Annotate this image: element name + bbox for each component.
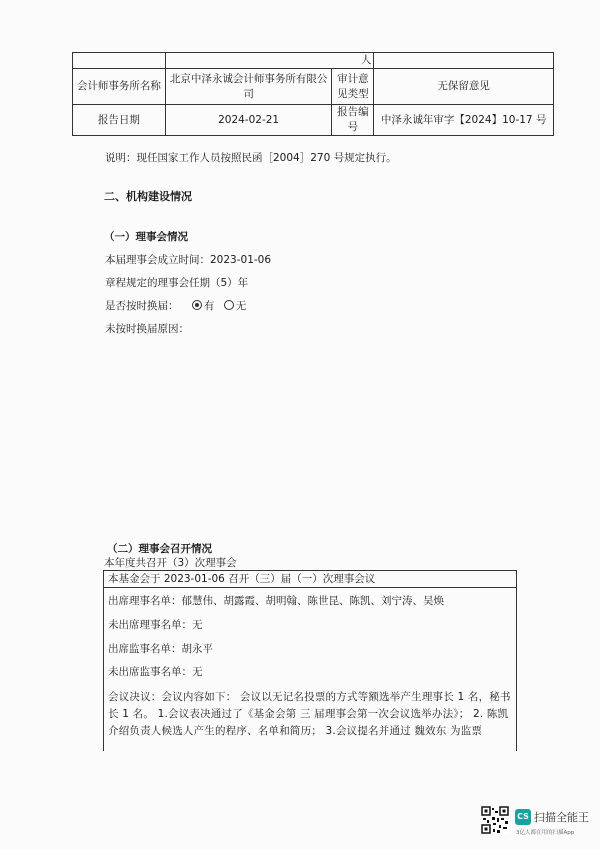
report-no-value: 中泽永诚年审字【2024】10-17 号 [374, 105, 554, 136]
attended-directors: 出席理事名单：郁慧伟、胡露霞、胡明翰、陈世昆、陈凯、刘宁涛、吴焕 [108, 595, 444, 607]
table-row [73, 105, 554, 136]
table-row [73, 69, 554, 105]
firm-label: 会计师事务所名称 [73, 69, 166, 105]
board-section-title: （一）理事会情况 [104, 231, 188, 243]
meeting-record-box [103, 570, 517, 751]
qr-code-icon [481, 806, 509, 834]
not-on-time-reason: 未按时换届原因： [105, 323, 189, 335]
report-no-label: 报告编 号 [332, 105, 374, 136]
radio-unchecked-icon [224, 300, 234, 310]
table-row [73, 53, 554, 69]
audit-info-table [72, 52, 554, 136]
brand-name: 扫描全能王 [534, 811, 589, 824]
firm-value: 北京中泽永诚会计师事务所有限公 司 [165, 69, 332, 105]
on-time-label: 是否按时换届： [105, 300, 179, 312]
report-date-label: 报告日期 [73, 105, 166, 136]
radio-checked-icon [192, 300, 202, 310]
divider [104, 587, 516, 588]
on-time-row [105, 299, 246, 313]
meeting-header: 本基金会于 2023-01-06 召开（三）届（一）次理事会议 [108, 573, 376, 585]
meeting-decision: 会议决议：会议内容如下： 会议以无记名投票的方式等额选举产生理事长 1 名，秘书长 1 名。 1.会议表决通过了《基金会第 三 届理事会第一次会议选举办法》； 2. 陈凯介绍负责人候选人产生的程序、名单和简历； 3.会议提名并通过 魏效东 为监票 [108, 691, 511, 737]
brand-tagline: 3亿人都在用的扫描App [516, 830, 575, 836]
board-term: 章程规定的理事会任期（5）年 [105, 277, 249, 289]
meetings-section-title: （二）理事会召开情况 [107, 543, 212, 555]
opinion-type-label: 审计意 见类型 [332, 69, 374, 105]
attended-supervisors: 出席监事名单：胡永平 [108, 643, 213, 655]
table-cell: 人 [165, 53, 374, 69]
meetings-count: 本年度共召开（3）次理事会 [104, 557, 237, 569]
absent-directors: 未出席理事名单：无 [108, 619, 203, 631]
opinion-value: 无保留意见 [374, 69, 554, 105]
board-established: 本届理事会成立时间：2023-01-06 [105, 254, 272, 266]
camscanner-logo-icon: CS [515, 809, 531, 825]
report-date-value: 2024-02-21 [165, 105, 332, 136]
absent-supervisors: 未出席监事名单：无 [108, 666, 203, 678]
radio-yes: 有 [182, 299, 215, 313]
section-title: 二、机构建设情况 [104, 190, 192, 203]
note-text: 说明：现任国家工作人员按照民函［2004］270 号规定执行。 [105, 152, 397, 164]
radio-no: 无 [218, 299, 247, 313]
